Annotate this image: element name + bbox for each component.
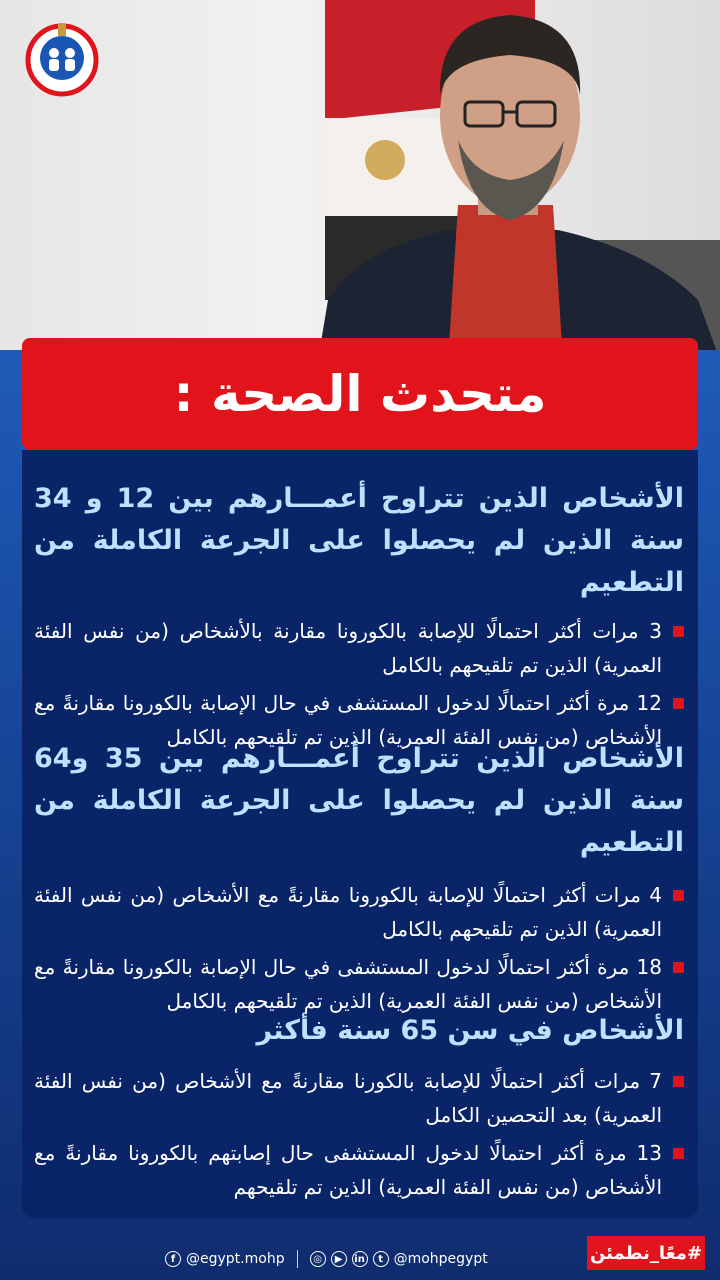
facebook-link[interactable] — [165, 1251, 285, 1267]
footer — [0, 1228, 720, 1280]
spokesperson-figure — [318, 0, 720, 360]
section-ages-35-64 — [34, 738, 684, 1018]
bullet-marker — [673, 962, 684, 973]
bullet-marker — [673, 1076, 684, 1087]
ministry-of-health-logo — [22, 18, 102, 98]
facebook-handle: @egypt.mohp — [186, 1251, 285, 1267]
list-item — [34, 614, 684, 682]
instagram-icon: ◎ — [310, 1251, 326, 1267]
page-title: متحدث الصحة : — [173, 365, 547, 423]
section-ages-65-plus — [34, 1010, 684, 1204]
section-ages-12-34 — [34, 478, 684, 754]
social-handle: @mohpegypt — [393, 1251, 488, 1267]
list-item-text: 4 مرات أكثر احتمالًا للإصابة بالكورونا مقارنةً مع الأشخاص (من نفس الفئة العمرية) الذين تم تلقيحهم بالكامل — [34, 883, 662, 941]
spokesperson-photo — [0, 0, 720, 360]
twitter-icon: t — [373, 1251, 389, 1267]
bullet-marker — [673, 1148, 684, 1159]
social-icons-link[interactable] — [310, 1251, 488, 1267]
section-heading: الأشخاص في سن 65 سنة فأكثر — [256, 1015, 684, 1046]
list-item-text: 7 مرات أكثر احتمالًا للإصابة بالكورنا مقارنةً مع الأشخاص (من نفس الفئة العمرية) بعد التحصين الكامل — [34, 1069, 662, 1127]
list-item-text: 18 مرة أكثر احتمالًا لدخول المستشفى في حال الإصابة بالكورونا مقارنةً مع الأشخاص (من نفس الفئة العمرية) الذين تم تلقيحهم بالكامل — [34, 955, 662, 1013]
list-item — [34, 878, 684, 946]
social-links — [165, 1246, 488, 1272]
list-item-text: 3 مرات أكثر احتمالًا للإصابة بالكورونا مقارنة بالأشخاص (من نفس الفئة العمرية) الذين تم تلقيحهم بالكامل — [34, 619, 662, 677]
facebook-icon: f — [165, 1251, 181, 1267]
list-item — [34, 1064, 684, 1132]
linkedin-icon: in — [352, 1251, 368, 1267]
list-item — [34, 1136, 684, 1204]
bullet-marker — [673, 698, 684, 709]
section-heading: الأشخاص الذين تتراوح أعمـــارهم بين 12 و 34 سنة الذين لم يحصلوا على الجرعة الكاملة من التطعيم — [34, 483, 684, 598]
divider — [297, 1250, 298, 1268]
bullet-marker — [673, 890, 684, 901]
list-item-text: 12 مرة أكثر احتمالًا لدخول المستشفى في حال الإصابة بالكورونا مقارنةً مع الأشخاص (من نفس الفئة العمرية) الذين تم تلقيحهم بالكامل — [34, 691, 662, 749]
list-item — [34, 950, 684, 1018]
section-heading: الأشخاص الذين تتراوح أعمـــارهم بين 35 و64 سنة الذين لم يحصلوا على الجرعة الكاملة من التطعيم — [34, 743, 684, 858]
youtube-icon: ▶ — [331, 1251, 347, 1267]
hashtag-badge: #معًا_نطمئن — [587, 1236, 705, 1270]
title-banner — [22, 338, 698, 450]
bullet-marker — [673, 626, 684, 637]
list-item-text: 13 مرة أكثر احتمالًا لدخول المستشفى حال إصابتهم بالكورونا مقارنةً مع الأشخاص (من نفس الفئة العمرية) الذين تم تلقيحهم — [34, 1141, 662, 1199]
